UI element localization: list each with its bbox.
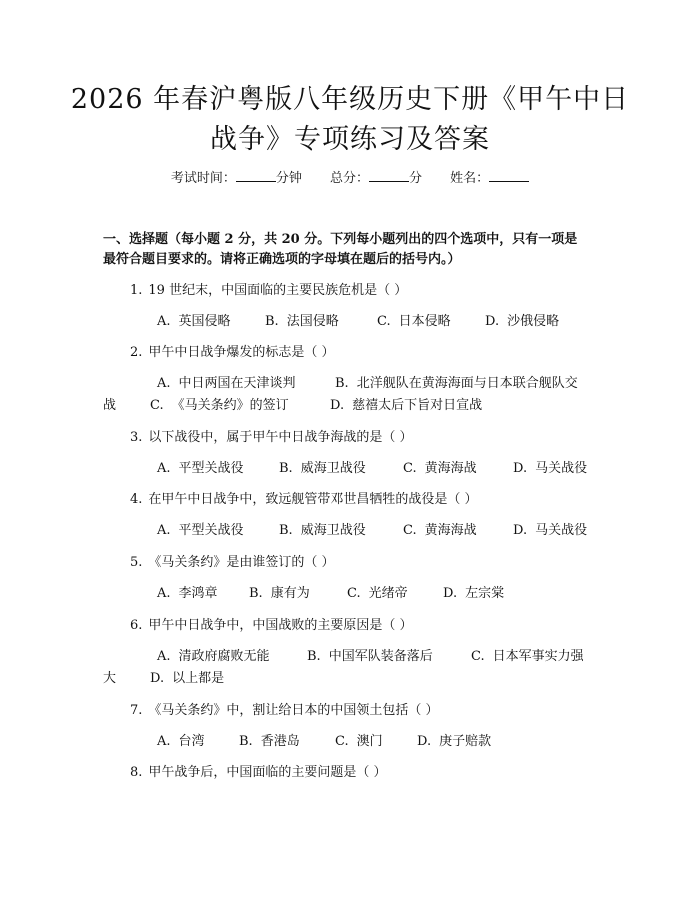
question-2 xyxy=(130,343,335,363)
option-b: B. 北洋舰队在黄海海面与日本联合舰队交 xyxy=(335,376,578,391)
page-title-line-2: 战争》专项练习及答案 xyxy=(210,124,490,155)
option-b: B. 威海卫战役 xyxy=(279,461,366,476)
option-c-wrap: 大 xyxy=(103,671,117,686)
option-c: C. 黄海海战 xyxy=(403,523,477,538)
exam-meta xyxy=(0,167,700,186)
score-blank xyxy=(369,169,409,182)
option-d: D. 以上都是 xyxy=(150,671,225,686)
question-text: 甲午中日战争中，中国战败的主要原因是（ ） xyxy=(148,618,413,633)
question-6-options-continued xyxy=(103,669,224,689)
option-d: D. 马关战役 xyxy=(513,523,588,538)
option-a: A. 清政府腐败无能 xyxy=(157,649,270,664)
name-field xyxy=(450,171,529,186)
time-label: 考试时间： xyxy=(170,171,236,186)
option-c: C. 日本侵略 xyxy=(377,314,451,329)
question-6-options xyxy=(157,647,584,667)
question-text: 19 世纪末，中国面临的主要民族危机是（ ） xyxy=(148,283,408,298)
question-4 xyxy=(130,490,478,510)
question-text: 以下战役中，属于甲午中日战争海战的是（ ） xyxy=(148,430,413,445)
question-number: 5. xyxy=(130,555,143,570)
score-unit: 分 xyxy=(409,171,423,186)
option-c: C. 黄海海战 xyxy=(403,461,477,476)
option-c: C. 光绪帝 xyxy=(347,586,408,601)
option-d: D. 庚子赔款 xyxy=(417,734,492,749)
question-2-options-continued xyxy=(103,396,482,416)
question-7-options xyxy=(157,732,491,752)
option-a: A. 平型关战役 xyxy=(157,523,244,538)
score-field xyxy=(330,171,426,186)
question-6 xyxy=(130,616,413,636)
question-number: 8. xyxy=(130,765,143,780)
question-3-options xyxy=(157,459,587,479)
option-d: D. 慈禧太后下旨对日宣战 xyxy=(330,398,483,413)
question-number: 6. xyxy=(130,618,143,633)
option-d: D. 马关战役 xyxy=(513,461,588,476)
option-c: C. 《马关条约》的签订 xyxy=(150,398,289,413)
time-unit: 分钟 xyxy=(275,171,302,186)
question-text: 《马关条约》中，割让给日本的中国领土包括（ ） xyxy=(148,703,439,718)
question-number: 1. xyxy=(130,283,143,298)
option-a: A. 中日两国在天津谈判 xyxy=(157,376,296,391)
time-field xyxy=(171,171,306,186)
question-text: 在甲午中日战争中，致远舰管带邓世昌牺牲的战役是（ ） xyxy=(148,492,478,507)
question-number: 4. xyxy=(130,492,143,507)
question-3 xyxy=(130,428,413,448)
question-5-options xyxy=(157,584,504,604)
question-7 xyxy=(130,701,439,721)
name-label: 姓名： xyxy=(450,171,490,186)
question-2-options xyxy=(157,374,578,394)
question-5 xyxy=(130,553,335,573)
question-number: 2. xyxy=(130,345,143,360)
score-label: 总分： xyxy=(329,171,369,186)
option-a: A. 台湾 xyxy=(157,734,205,749)
question-1-options xyxy=(157,312,559,332)
name-blank xyxy=(489,169,529,182)
option-b: B. 法国侵略 xyxy=(265,314,339,329)
section-title-line-1: 一、选择题（每小题 2 分，共 20 分。下列每小题列出的四个选项中，只有一项是 xyxy=(103,232,578,247)
question-number: 3. xyxy=(130,430,143,445)
option-d: D. 沙俄侵略 xyxy=(485,314,560,329)
question-number: 7. xyxy=(130,703,143,718)
option-b: B. 中国军队装备落后 xyxy=(307,649,433,664)
option-c: C. 澳门 xyxy=(335,734,383,749)
question-text: 甲午战争后，中国面临的主要问题是（ ） xyxy=(148,765,387,780)
page-title-line-1: 2026 年春沪粤版八年级历史下册《甲午中日 xyxy=(70,84,630,115)
option-b: B. 威海卫战役 xyxy=(279,523,366,538)
option-b-wrap: 战 xyxy=(103,398,117,413)
option-c: C. 日本军事实力强 xyxy=(471,649,584,664)
section-title-line-2: 最符合题目要求的。请将正确选项的字母填在题后的括号内。） xyxy=(103,252,461,267)
option-d: D. 左宗棠 xyxy=(443,586,505,601)
option-b: B. 香港岛 xyxy=(239,734,300,749)
question-text: 《马关条约》是由谁签订的（ ） xyxy=(148,555,335,570)
question-text: 甲午中日战争爆发的标志是（ ） xyxy=(148,345,335,360)
option-a: A. 英国侵略 xyxy=(157,314,231,329)
time-blank xyxy=(236,169,276,182)
question-8 xyxy=(130,763,387,783)
question-1 xyxy=(130,281,407,301)
option-a: A. 平型关战役 xyxy=(157,461,244,476)
question-4-options xyxy=(157,521,587,541)
option-b: B. 康有为 xyxy=(249,586,310,601)
option-a: A. 李鸿章 xyxy=(157,586,218,601)
